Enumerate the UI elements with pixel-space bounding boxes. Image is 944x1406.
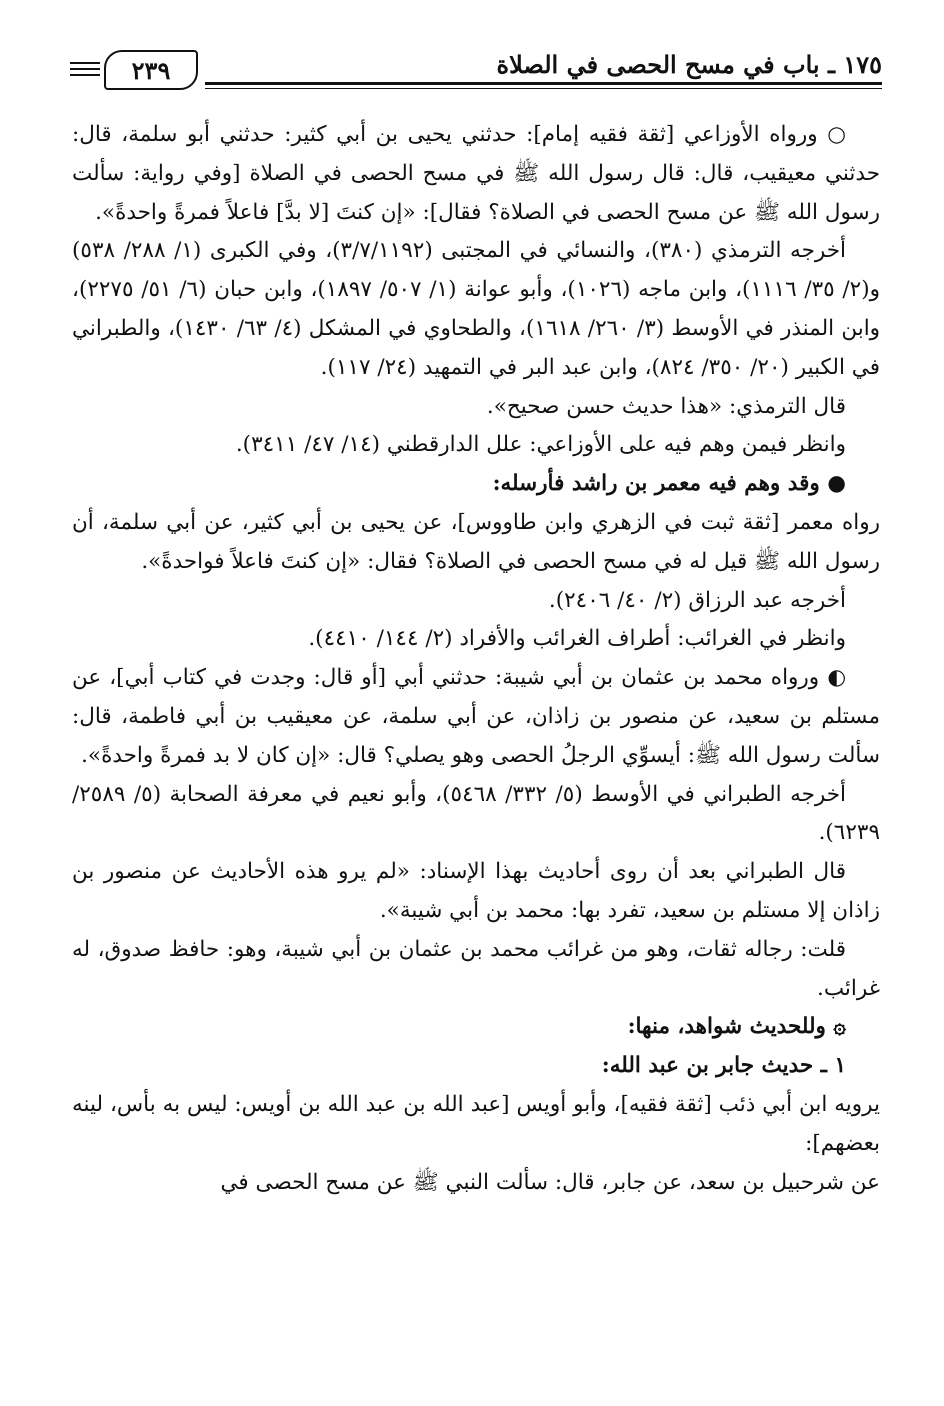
paragraph: ١ ـ حديث جابر بن عبد الله: [601,1053,846,1079]
paragraph: ۞ وللحديث شواهد، منها: [627,1014,846,1040]
chapter-title: ١٧٥ ـ باب في مسح الحصى في الصلاة [496,50,882,79]
paragraph: وانظر فيمن وهم فيه على الأوزاعي: علل الدارقطني (١٤/ ٤٧/ ٣٤١١). [235,432,846,458]
paragraph: يرويه ابن أبي ذئب [ثقة فقيه]، وأبو أويس [عبد الله بن عبد الله بن أويس: ليس به بأس، لينه بعضهم]: [72,1091,880,1156]
paragraph: قال الطبراني بعد أن روى أحاديث بهذا الإسناد: «لم يرو هذه الأحاديث عن منصور بن زاذان إلا مستلم بن سعيد، تفرد بها: محمد بن أبي شيبة». [72,859,880,923]
ornament-line [70,74,100,76]
paragraph: ○ ورواه الأوزاعي [ثقة فقيه إمام]: حدثني يحيى بن أبي كثير: حدثني أبو سلمة، قال: حدثني معيقيب، قال: قال رسول الله ﷺ في مسح الحصى في الصلاة [وفي رواية: سألت رسول الله ﷺ عن مسح الحصى في الصلاة؟ فقال]: «إن كنتَ [لا بدَّ] فاعلاً فمرةً واحدةً». [72,122,880,225]
paragraph: ● وقد وهم فيه معمر بن راشد فأرسله: [492,471,846,497]
page-number: ٢٣٩ [104,50,198,90]
paragraph: وانظر في الغرائب: أطراف الغرائب والأفراد (٢/ ١٤٤/ ٤٤١٠). [308,626,846,652]
paragraph: قال الترمذي: «هذا حديث حسن صحيح». [486,393,846,419]
paragraph: أخرجه الترمذي (٣٨٠)، والنسائي في المجتبى (٣/٧/١١٩٢)، وفي الكبرى (١/ ٢٨٨/ ٥٣٨) و(٢/ ٣٥/ ١١١٦)، وابن ماجه (١٠٢٦)، وأبو عوانة (١/ ٥٠٧/ ١٨٩٧)، وابن حبان (٦/ ٥١/ ٢٢٧٥)، وابن المنذر في الأوسط (٣/ ٢٦٠/ ١٦١٨)، والطحاوي في المشكل (٤/ ٦٣/ ١٤٣٠)، والطبراني في الكبير (٢٠/ ٣٥٠/ ٨٢٤)، وابن عبد البر في التمهيد (٢٤/ ١١٧). [72,238,881,380]
header-rule-thin [205,88,882,89]
page-header [70,44,882,94]
ornament-line [70,62,100,64]
paragraph: أخرجه عبد الرزاق (٢/ ٤٠/ ٢٤٠٦). [548,587,846,613]
page-body [72,116,880,1202]
paragraph: ◐ ورواه محمد بن عثمان بن أبي شيبة: حدثني أبي [أو قال: وجدت في كتاب أبي]، عن مستلم بن سعيد، عن منصور بن زاذان، عن أبي سلمة، عن معيقيب بن أبي فاطمة، قال: سألت رسول الله ﷺ: أيسوِّي الرجلُ الحصى وهو يصلي؟ قال: «إن كان لا بد فمرةً واحدةً». [72,665,880,768]
paragraph: رواه معمر [ثقة ثبت في الزهري وابن طاووس]، عن يحيى بن أبي كثير، عن أبي سلمة، أن رسول الله ﷺ قيل له في مسح الحصى في الصلاة؟ فقال: «إن كنتَ فاعلاً فواحدةً». [72,509,880,574]
paragraph: أخرجه الطبراني في الأوسط (٥/ ٣٣٢/ ٥٤٦٨)، وأبو نعيم في معرفة الصحابة (٥/ ٢٥٨٩/ ٦٢٣٩). [72,781,880,846]
page-number-ornament [70,48,205,92]
ornament-line [70,68,100,70]
header-rule-thick [205,82,882,85]
paragraph: قلت: رجاله ثقات، وهو من غرائب محمد بن عثمان بن أبي شيبة، وهو: حافظ صدوق، له غرائب. [72,936,880,1001]
paragraph: عن شرحبيل بن سعد، عن جابر، قال: سألت النبي ﷺ عن مسح الحصى في [220,1169,880,1195]
